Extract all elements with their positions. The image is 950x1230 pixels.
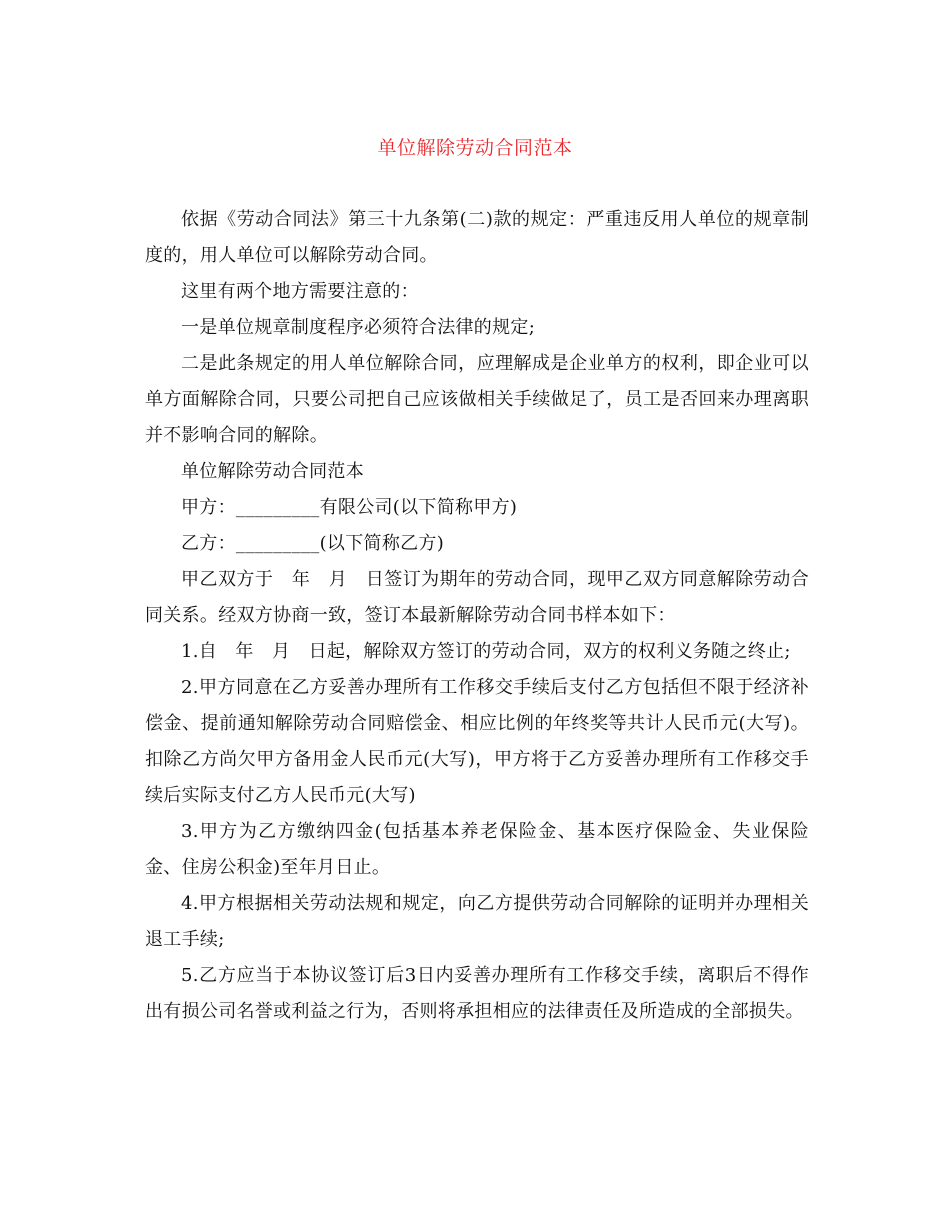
clause-5: 5.乙方应当于本协议签订后3日内妥善办理所有工作移交手续，离职后不得作出有损公司名誉或利益之行为，否则将承担相应的法律责任及所造成的全部损失。 bbox=[145, 965, 809, 1022]
paragraph-party-a: 甲方：_________有限公司(以下简称甲方) bbox=[181, 497, 518, 518]
clause-4: 4.甲方根据相关劳动法规和规定，向乙方提供劳动合同解除的证明并办理相关退工手续; bbox=[145, 893, 809, 950]
paragraph-notes-intro: 这里有两个地方需要注意的： bbox=[181, 281, 419, 302]
paragraph-note-one: 一是单位规章制度程序必须符合法律的规定; bbox=[181, 317, 536, 338]
paragraph-note-two: 二是此条规定的用人单位解除合同，应理解成是企业单方的权利，即企业可以单方面解除合同，只要公司把自己应该做相关手续做足了，员工是否回来办理离职并不影响合同的解除。 bbox=[145, 353, 809, 446]
clause-1: 1.自 年 月 日起，解除双方签订的劳动合同，双方的权利义务随之终止; bbox=[181, 641, 791, 662]
document-title: 单位解除劳动合同范本 bbox=[377, 137, 573, 159]
document-body bbox=[145, 202, 809, 1030]
paragraph-legal-basis: 依据《劳动合同法》第三十九条第(二)款的规定：严重违反用人单位的规章制度的，用人单位可以解除劳动合同。 bbox=[145, 209, 809, 266]
clause-2: 2.甲方同意在乙方妥善办理所有工作移交手续后支付乙方包括但不限于经济补偿金、提前通知解除劳动合同赔偿金、相应比例的年终奖等共计人民币元(大写)。扣除乙方尚欠甲方备用金人民币元(大写)，甲方将于乙方妥善办理所有工作移交手续后实际支付乙方人民币元(大写) bbox=[145, 677, 809, 806]
paragraph-agreement-intro: 甲乙双方于 年 月 日签订为期年的劳动合同，现甲乙双方同意解除劳动合同关系。经双方协商一致，签订本最新解除劳动合同书样本如下： bbox=[145, 569, 809, 626]
paragraph-template-heading: 单位解除劳动合同范本 bbox=[181, 461, 364, 482]
clause-3: 3.甲方为乙方缴纳四金(包括基本养老保险金、基本医疗保险金、失业保险金、住房公积金)至年月日止。 bbox=[145, 821, 809, 878]
paragraph-party-b: 乙方：_________(以下简称乙方) bbox=[181, 533, 445, 554]
